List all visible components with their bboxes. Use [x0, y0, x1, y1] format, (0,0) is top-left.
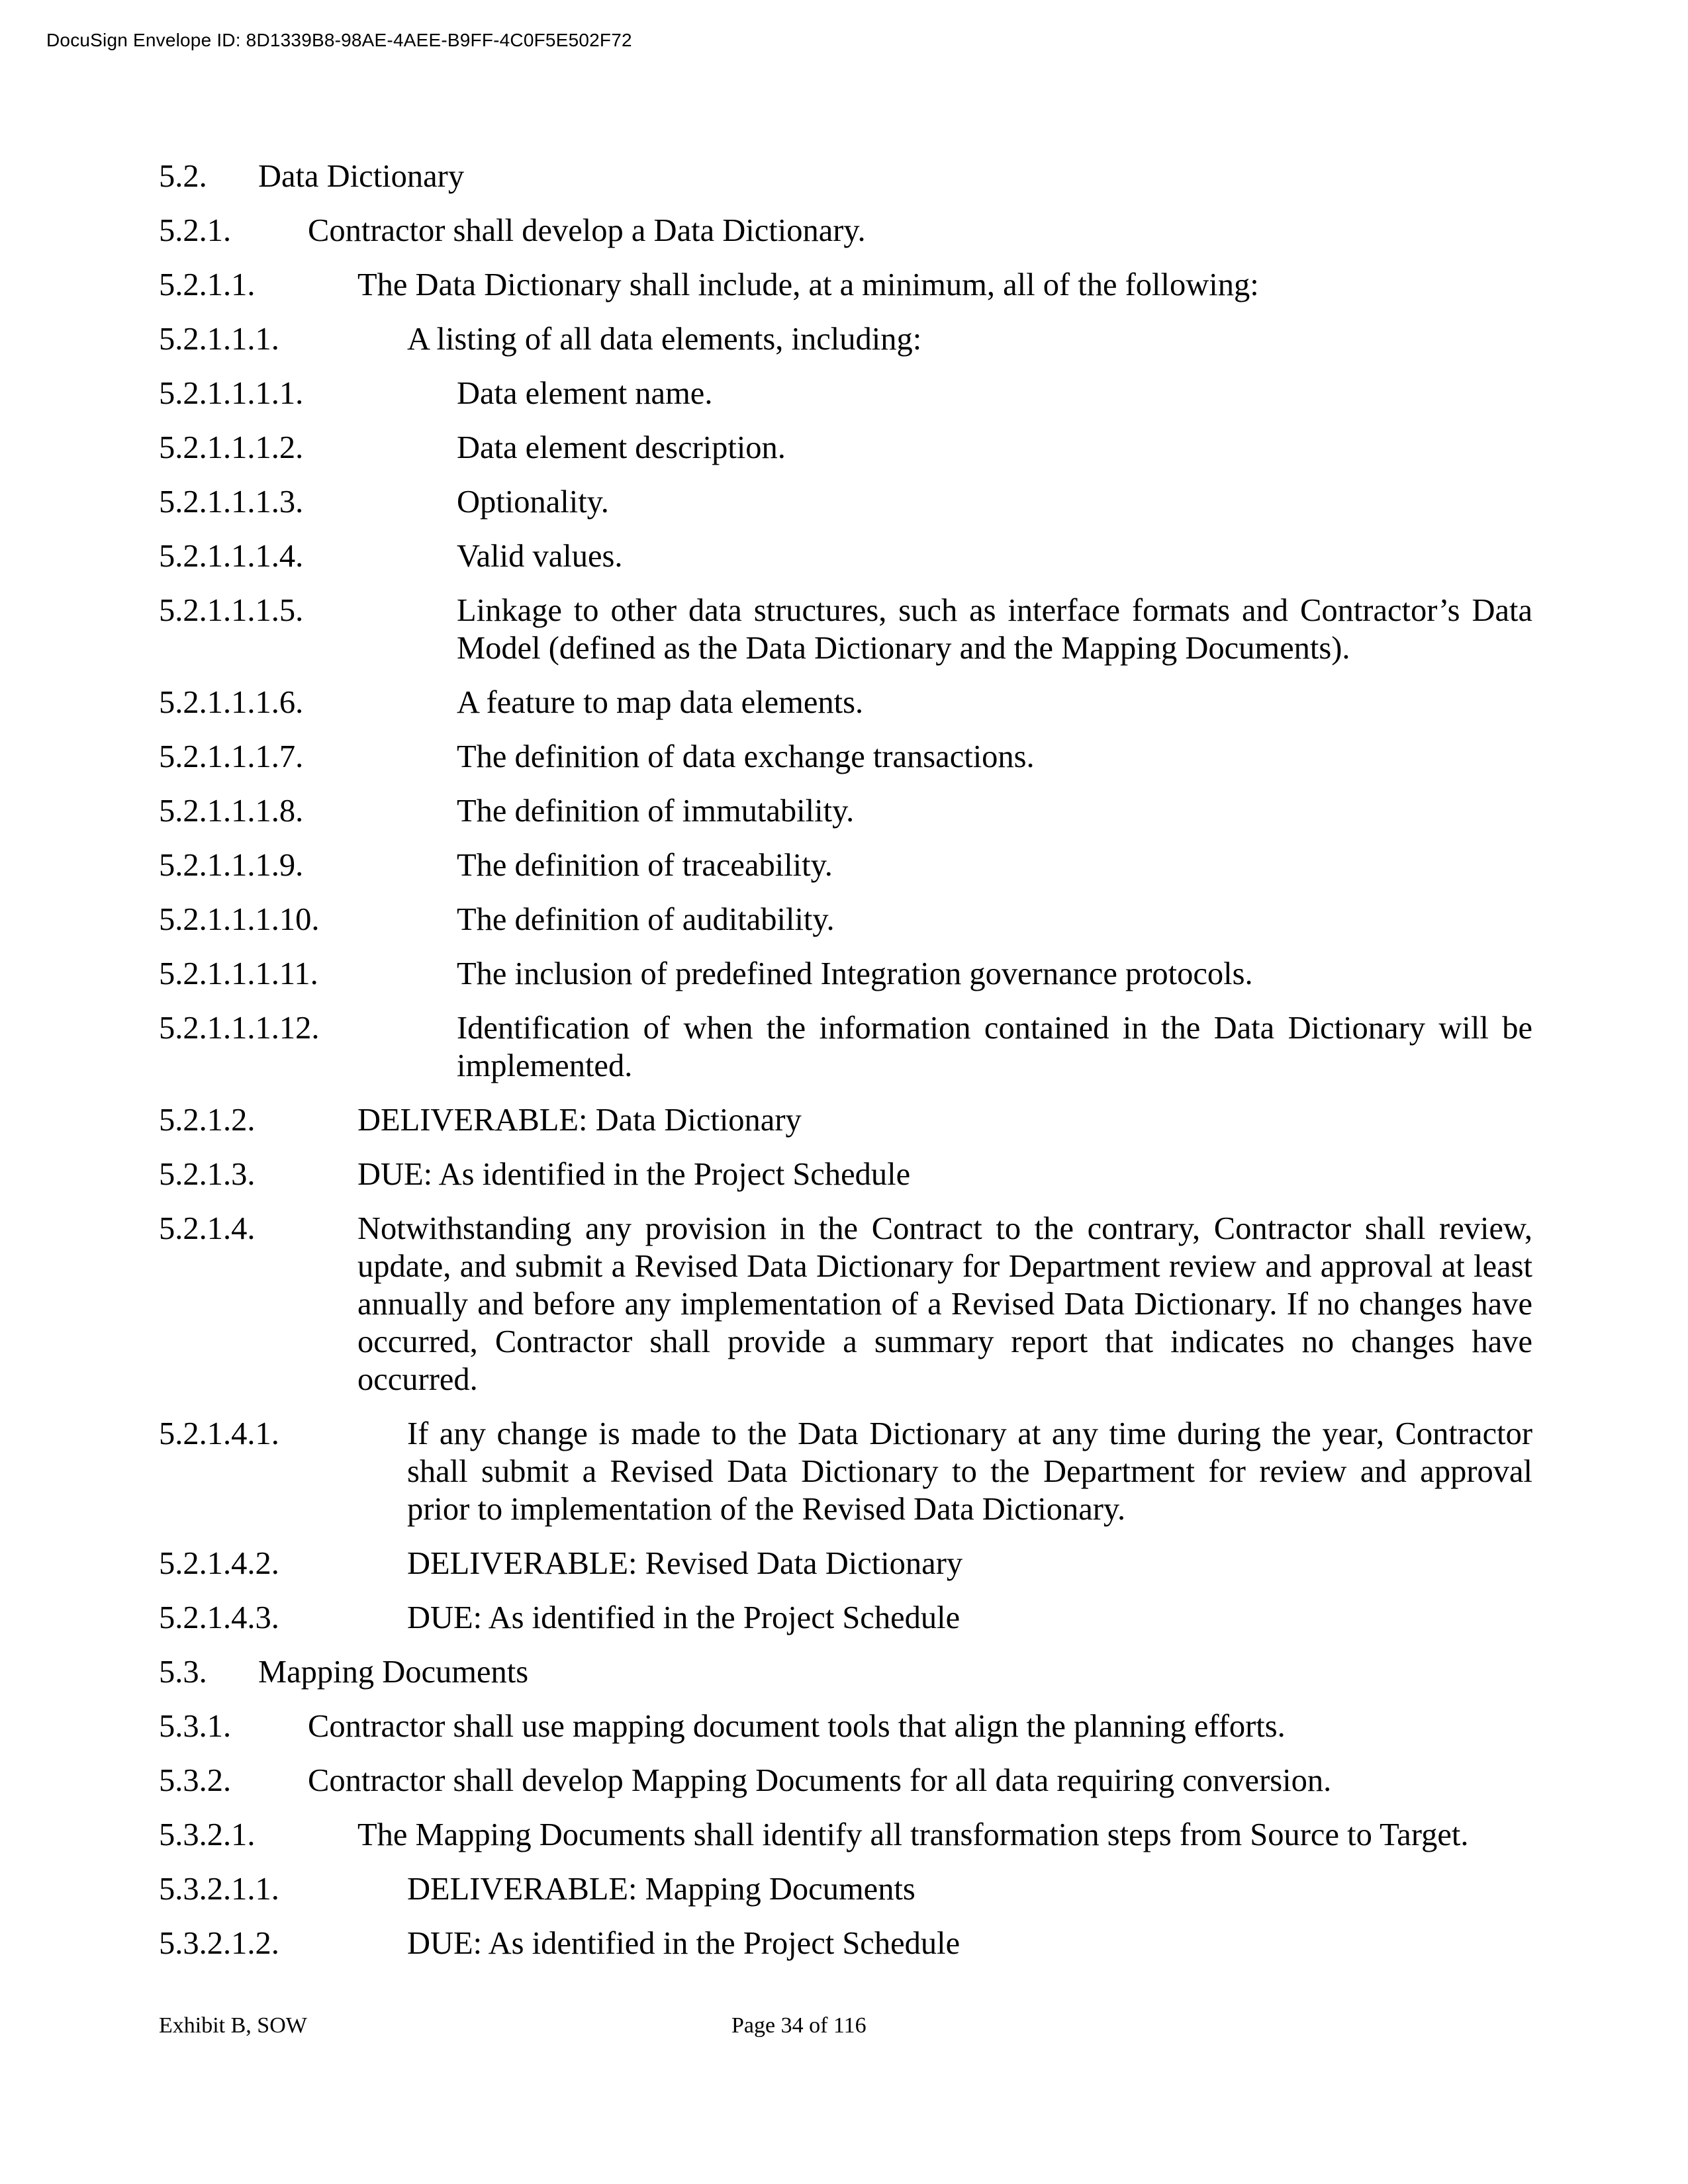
section-number: 5.2. [159, 159, 207, 194]
section-5-3-2-1 [159, 1816, 1532, 1854]
section-text: Data element description. [457, 430, 786, 465]
list-item [159, 738, 1532, 776]
section-number: 5.2.1.1. [159, 267, 256, 302]
list-item [159, 537, 1532, 575]
section-5-2-1 [159, 212, 1532, 250]
section-number: 5.3.2. [159, 1763, 232, 1798]
section-number: 5.2.1.4. [159, 1211, 256, 1246]
list-item [159, 375, 1532, 412]
list-item [159, 792, 1532, 830]
list-item [159, 901, 1532, 938]
section-text: The definition of traceability. [457, 848, 833, 883]
section-5-2-1-2 [159, 1101, 1532, 1139]
section-5-3 [159, 1653, 1532, 1691]
section-text: The Mapping Documents shall identify all transformation steps from Source to Target. [357, 1817, 1469, 1852]
section-number: 5.2.1.1.1.2. [159, 430, 304, 465]
section-5-2-1-4-1 [159, 1415, 1532, 1528]
footer-exhibit-label: Exhibit B, SOW [159, 2013, 307, 2038]
section-text: Data element name. [457, 376, 713, 411]
section-heading: Mapping Documents [258, 1655, 529, 1690]
section-number: 5.3.1. [159, 1709, 232, 1744]
section-5-3-2-1-2 [159, 1925, 1532, 1962]
section-number: 5.2.1.1.1.10. [159, 902, 320, 937]
section-text: Linkage to other data structures, such as interface formats and Contractor’s Data Model (defined as the Data Dictionary and the Mapping Documents). [457, 593, 1532, 666]
section-5-2 [159, 158, 1532, 195]
section-text: The definition of auditability. [457, 902, 835, 937]
list-item [159, 1009, 1532, 1085]
section-text: If any change is made to the Data Dictionary at any time during the year, Contractor shall submit a Revised Data Dictionary to the Department for review and approval prior to implementation of the Revised Data Dictionary. [407, 1416, 1532, 1527]
document-body [159, 158, 1532, 1979]
list-item [159, 684, 1532, 721]
section-text: Valid values. [457, 539, 623, 574]
section-5-3-1 [159, 1707, 1532, 1745]
docusign-envelope-id: DocuSign Envelope ID: 8D1339B8-98AE-4AEE-B9FF-4C0F5E502F72 [46, 30, 632, 50]
section-number: 5.3.2.1. [159, 1817, 256, 1852]
section-number: 5.2.1.1.1.7. [159, 739, 304, 774]
section-text: Optionality. [457, 484, 609, 520]
footer-page-number: Page 34 of 116 [731, 2013, 867, 2038]
section-number: 5.2.1. [159, 213, 232, 248]
list-item [159, 592, 1532, 667]
section-5-2-1-4-3 [159, 1599, 1532, 1637]
section-number: 5.2.1.1.1.6. [159, 685, 304, 720]
due-text: DUE: As identified in the Project Schedule [407, 1926, 961, 1961]
section-5-2-1-1-1 [159, 320, 1532, 358]
list-item [159, 429, 1532, 467]
section-number: 5.2.1.4.1. [159, 1416, 279, 1451]
section-text: The inclusion of predefined Integration governance protocols. [457, 956, 1253, 991]
list-item [159, 483, 1532, 521]
section-number: 5.2.1.4.3. [159, 1600, 279, 1635]
section-number: 5.2.1.1.1.4. [159, 539, 304, 574]
section-5-2-1-1 [159, 266, 1532, 304]
section-5-3-2 [159, 1762, 1532, 1799]
section-number: 5.2.1.1.1.11. [159, 956, 318, 991]
section-text: Contractor shall develop Mapping Documents for all data requiring conversion. [308, 1763, 1332, 1798]
section-number: 5.2.1.1.1.9. [159, 848, 304, 883]
section-text: A listing of all data elements, including: [407, 322, 922, 357]
section-number: 5.2.1.1.1.8. [159, 794, 304, 829]
section-number: 5.2.1.4.2. [159, 1546, 279, 1581]
deliverable-text: DELIVERABLE: Revised Data Dictionary [407, 1546, 963, 1581]
section-text: Notwithstanding any provision in the Contract to the contrary, Contractor shall review, update, and submit a Revised Data Dictionary for Department review and approval at least annually and before any implementation of a Revised Data Dictionary. If no changes have occurred, Contractor shall provide a summary report that indicates no changes have occurred. [357, 1211, 1532, 1397]
section-number: 5.3. [159, 1655, 207, 1690]
section-number: 5.3.2.1.1. [159, 1872, 279, 1907]
section-number: 5.2.1.1.1.1. [159, 376, 304, 411]
section-text: Contractor shall use mapping document tools that align the planning efforts. [308, 1709, 1286, 1744]
list-item [159, 955, 1532, 993]
section-text: The Data Dictionary shall include, at a minimum, all of the following: [357, 267, 1259, 302]
section-5-3-2-1-1 [159, 1870, 1532, 1908]
section-number: 5.2.1.1.1.5. [159, 593, 304, 628]
section-number: 5.2.1.1.1.12. [159, 1011, 320, 1046]
section-number: 5.2.1.3. [159, 1157, 256, 1192]
section-number: 5.2.1.1.1.3. [159, 484, 304, 520]
section-5-2-1-3 [159, 1156, 1532, 1193]
section-5-2-1-4-2 [159, 1545, 1532, 1582]
section-number: 5.2.1.2. [159, 1103, 256, 1138]
due-text: DUE: As identified in the Project Schedule [357, 1157, 911, 1192]
section-number: 5.2.1.1.1. [159, 322, 279, 357]
section-text: The definition of data exchange transactions. [457, 739, 1035, 774]
list-item [159, 846, 1532, 884]
due-text: DUE: As identified in the Project Schedule [407, 1600, 961, 1635]
section-text: The definition of immutability. [457, 794, 855, 829]
section-text: A feature to map data elements. [457, 685, 864, 720]
section-text: Identification of when the information contained in the Data Dictionary will be implemented. [457, 1011, 1532, 1083]
section-text: Contractor shall develop a Data Dictionary. [308, 213, 866, 248]
deliverable-text: DELIVERABLE: Mapping Documents [407, 1872, 915, 1907]
section-heading: Data Dictionary [258, 159, 465, 194]
deliverable-text: DELIVERABLE: Data Dictionary [357, 1103, 802, 1138]
section-5-2-1-4 [159, 1210, 1532, 1398]
section-number: 5.3.2.1.2. [159, 1926, 279, 1961]
